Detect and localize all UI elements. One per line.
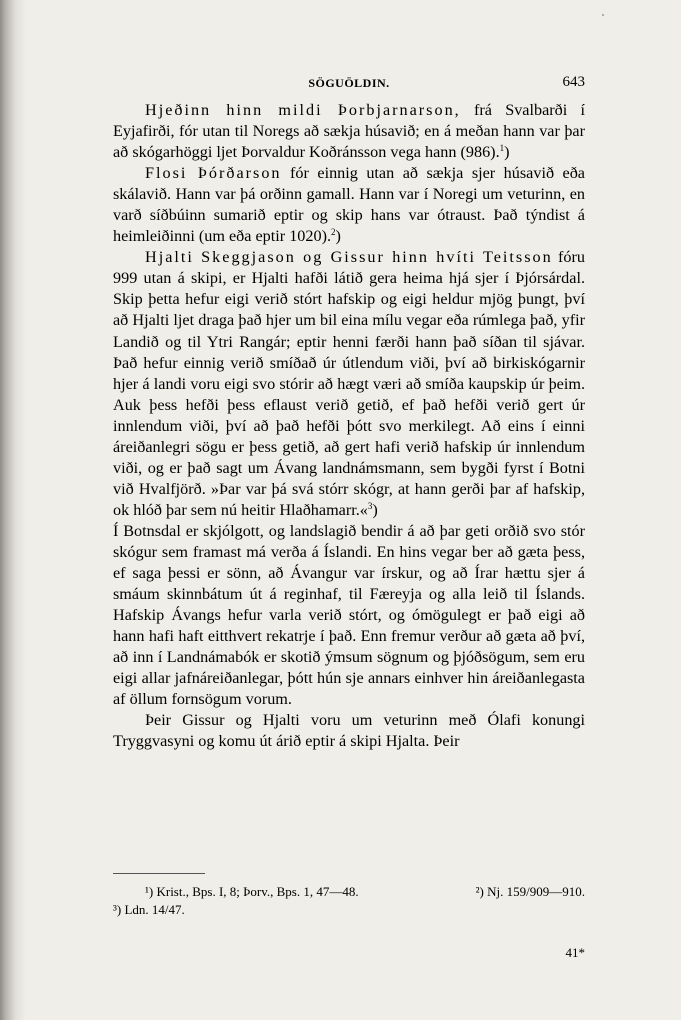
paper-speck	[602, 14, 604, 16]
paragraph	[113, 100, 585, 163]
footnote-3: ³) Ldn. 14/47.	[113, 902, 185, 917]
footnote-ref: 3	[367, 500, 373, 511]
footnote-ref: 1	[499, 143, 505, 154]
paragraph-text: Í Botnsdal er skjólgott, og landslagið bendir á að þar geti orðið svo stór skógur sem framast má verða á Íslandi. En hins vegar ber að gæta þess, ef saga þessi er sönn, að Ávangur var írskur, og að Írar hættu sjer á smáum skinnbátum út á reginhaf, til Færeyja og alla leið til Íslands. Hafskip Ávangs hefur varla verið stórt, og ómögulegt er það eigi að hann hafi haft eitthvert rekatrje í það. Enn fremur verður að gæta að því, að inn í Landnámabók er skotið ýmsum sögnum og þjóðsögum, sem eru eigi allar jafnáreiðanlegar, þótt hún sje annars einhver hin áreiðanlegasta af öllum fornsögum vorum.	[113, 521, 585, 709]
paragraph-text: Þeir Gissur og Hjalti voru um veturinn með Ólafi konungi Tryggvasyni og komu út árið eptir á skipi Hjalta. Þeir	[113, 711, 585, 751]
running-head-title: SÖGUÖLDIN.	[308, 76, 390, 90]
paragraph-text: fóru 999 utan á skipi, er Hjalti hafði látið gera heima hjá sjer í Þjórsárdal. Skip þetta hefur eigi verið stórt hafskip og eigi heldur mjög þungt, því að Hjalti ljet draga það hjer um bil eina mílu vegar eða rúmlega það, yfir Landið og til Ytri Rangár; eptir henni færði hann það síðan til sjávar. Það hefur einnig verið smíðað úr útlendum viði, því að birkiskógarnir hjer á landi voru eigi svo stórir að hægt væri að smíða kaupskip úr þeim. Auk þess hefði þess eflaust verið getið, ef það hefði verið gert úr innlendum viði, því að það hefði þótt svo merkilegt. Að eins í einni áreiðanlegri sögu er þess getið, að gert hafi verið hafskip úr innlendum viði, og er það sagt um Ávang landnámsmann, sem bygði fyrst í Botni við Hvalfjörð. »Þar var þá svá stórr skógr, at hann gerði þar af hafskip, ok hlóð þar sem nú heitir Hlaðhamarr.«	[113, 248, 585, 519]
spaced-names: Flosi Þórðarson	[145, 164, 282, 183]
binding-shadow	[0, 0, 26, 1020]
footnote-line	[113, 883, 585, 901]
footnote-paren: )	[504, 143, 510, 162]
running-head	[113, 74, 585, 94]
body-text	[113, 100, 585, 752]
spaced-names: Hjalti Skeggjason og Gissur hinn hvíti Teitsson	[145, 248, 553, 267]
paragraph-text: frá Svalbarði í Eyjafirði, fór utan til Noregs að sækja húsavið; en á meðan hann var þar að skógarhöggi ljet Þorvaldur Koðránsson vega hann (986).	[113, 101, 585, 162]
footnotes	[113, 883, 585, 919]
paragraph-text: fór einnig utan að sækja sjer húsavið eða skálavið. Hann var þá orðinn gamall. Hann var í Noregi um veturinn, en varð síðbúinn sumarið eptir og skip hans var ótraust. Það týndist á heimleiðinni (um eða eptir 1020).	[113, 164, 585, 246]
paragraph	[113, 163, 585, 247]
footnote-ref: 2	[331, 227, 336, 238]
footnote-1: ¹) Krist., Bps. I, 8; Þorv., Bps. 1, 47—48.	[145, 884, 359, 899]
footnote-line	[113, 901, 585, 919]
spaced-names: Hjeðinn hinn mildi Þorbjarnarson,	[145, 101, 461, 119]
footnote-paren: )	[372, 500, 378, 519]
paragraph	[113, 710, 585, 752]
paragraph	[113, 521, 585, 710]
page-number: 643	[562, 74, 585, 90]
footnote-paren: )	[335, 227, 341, 246]
signature-mark: 41*	[565, 945, 585, 960]
paragraph	[113, 247, 585, 521]
footnote-rule	[113, 873, 205, 874]
footnote-2: ²) Nj. 159/909—910.	[475, 884, 585, 899]
